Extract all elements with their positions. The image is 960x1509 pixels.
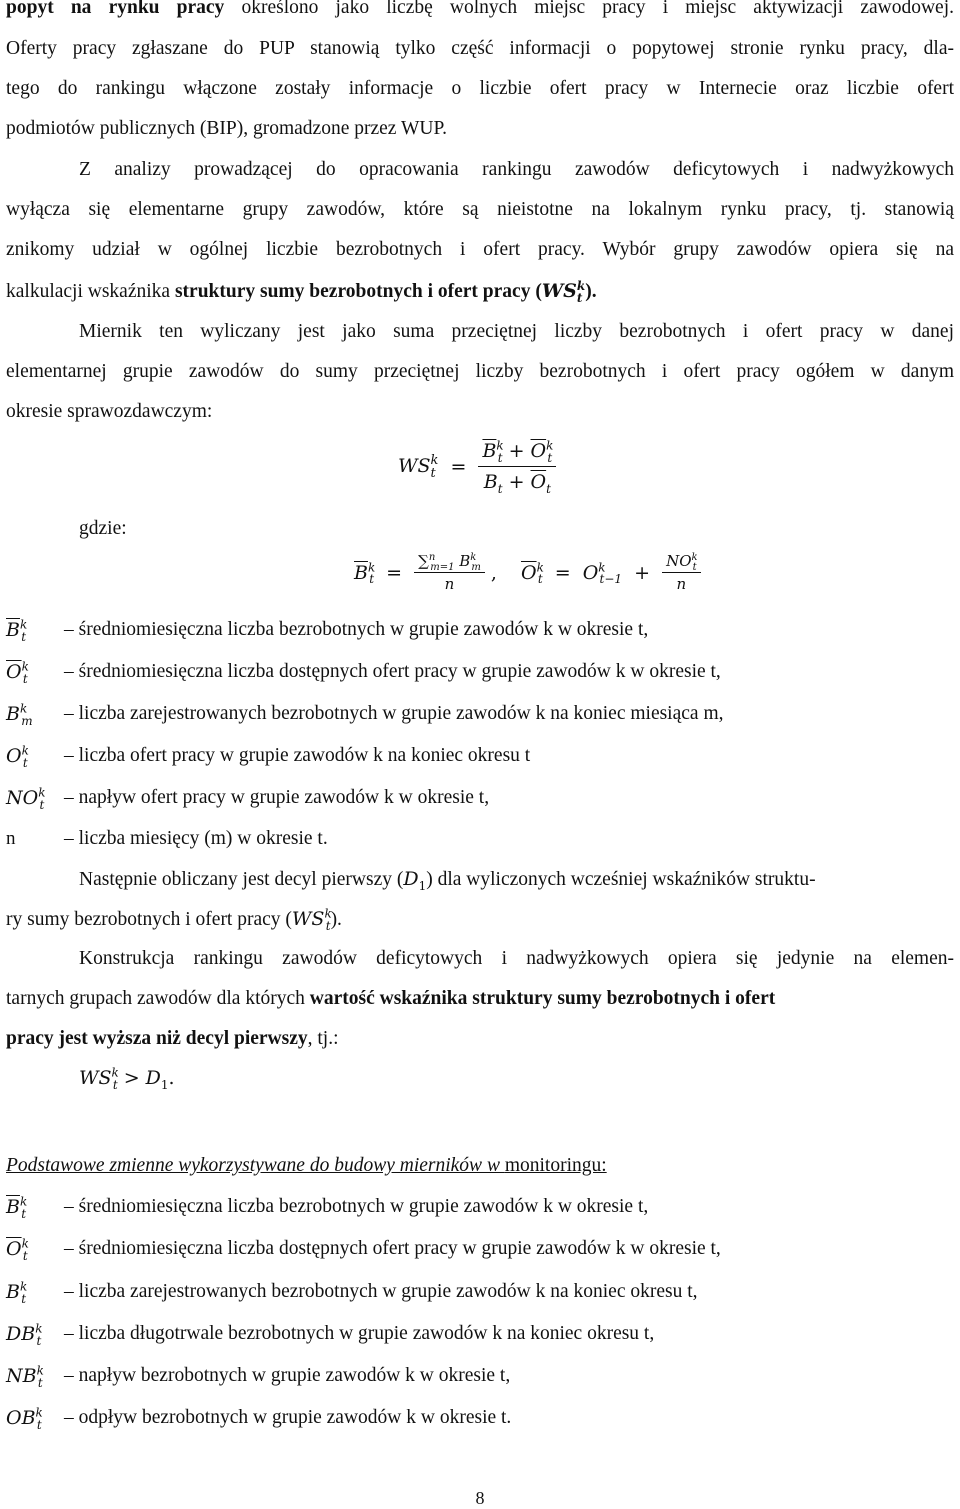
symbol-db: $DB^k_t$: [6, 1321, 43, 1348]
paragraph-2-line-2: wyłącza się elementarne grupy zawodów, które są nieistotne na lokalnym rynku pracy, tj. stanowią: [6, 199, 954, 220]
symbol-b-bar: $\overline{B}^k_t$: [6, 617, 28, 644]
definition-item: – średniomiesięczna liczba dostępnych ofert pracy w grupie zawodów k w okresie t,: [64, 661, 721, 682]
variable-item: – napływ bezrobotnych w grupie zawodów k w okresie t,: [64, 1365, 511, 1386]
bold-term: popyt na rynku pracy: [6, 0, 225, 18]
symbol-o: $O^k_t$: [6, 743, 29, 770]
variable-item: – liczba długotrwale bezrobotnych w grupie zawodów k na koniec okresu t,: [64, 1323, 655, 1344]
symbol-b-m: $B^k_m$: [6, 701, 33, 728]
paragraph-4-line-1: [79, 866, 816, 893]
paragraph-1-line-2: Oferty pracy zgłaszane do PUP stanowią tylko część informacji o popytowej stronie rynku pracy, dla-: [6, 38, 954, 59]
ws-formula: WS k t = $\frac{\overline{B}^k_t + \overline{O}^k_t}{B_t + \overline{O}_t}$: [398, 436, 556, 497]
paragraph-2-line-4: [6, 278, 954, 305]
variable-item: – odpływ bezrobotnych w grupie zawodów k w okresie t.: [64, 1407, 512, 1428]
paragraph-5-line-1: Konstrukcja rankingu zawodów deficytowych i nadwyżkowych opiera się jedynie na elemen-: [79, 948, 954, 969]
gdzie-label: gdzie:: [79, 518, 127, 539]
text-span: ).: [330, 909, 342, 930]
definition-item: – liczba ofert pracy w grupie zawodów k na koniec okresu t: [64, 745, 531, 766]
paragraph-5-line-3: [6, 1026, 954, 1052]
heading-italic: Podstawowe zmienne wykorzystywane do budowy mierników w: [6, 1155, 505, 1176]
text-span: tarnych grupach zawodów dla których: [6, 988, 310, 1009]
paragraph-3-line-1: Miernik ten wyliczany jest jako suma przeciętnej liczby bezrobotnych i ofert pracy w danej: [79, 321, 954, 342]
average-formulas: $\overline{B}^k_t$ = $\frac{\sum^n_{m=1} B^k_m}{n}$ , $\overline{O}^k_t = O^k_{t-1}$ + $\frac{NO^k_t}{n}$: [354, 550, 701, 595]
definition-item: – liczba zarejestrowanych bezrobotnych w grupie zawodów k na koniec miesiąca m,: [64, 703, 724, 724]
paragraph-2-line-3: znikomy udział w ogólnej liczbie bezrobotnych i ofert pracy. Wybór grupy zawodów opiera się na: [6, 239, 954, 260]
symbol-o-bar: $\overline{O}^k_t$: [6, 659, 29, 686]
paragraph-2-line-1: Z analizy prowadzącej do opracowania rankingu zawodów deficytowych i nadwyżkowych: [79, 159, 954, 180]
text-span: ry sumy bezrobotnych i ofert pracy (: [6, 909, 292, 930]
paragraph-5-line-2: [6, 986, 954, 1012]
variable-item: – liczba zarejestrowanych bezrobotnych w grupie zawodów k na koniec okresu t,: [64, 1281, 698, 1302]
paragraph-3-line-3: okresie sprawozdawczym:: [6, 401, 213, 422]
ws-symbol: $WS^k_t$: [291, 906, 332, 933]
ws-symbol: WS k t: [541, 279, 586, 305]
symbol-no: $NO^k_t$: [6, 785, 46, 812]
symbol-nb: $NB^k_t$: [6, 1363, 44, 1390]
variable-item: – średniomiesięczna liczba bezrobotnych w grupie zawodów k w okresie t,: [64, 1196, 649, 1217]
bold-term: pracy jest wyższa niż decyl pierwszy: [6, 1028, 308, 1049]
condition-formula: $WS^k_t > D_1$.: [79, 1065, 175, 1092]
symbol-b: $B^k_t$: [6, 1279, 28, 1306]
definition-item: – średniomiesięczna liczba bezrobotnych w grupie zawodów k w okresie t,: [64, 619, 649, 640]
definition-item: – napływ ofert pracy w grupie zawodów k w okresie t,: [64, 787, 490, 808]
text-span: Następnie obliczany jest decyl pierwszy (: [79, 869, 404, 890]
symbol-o-bar: $\overline{O}^k_t$: [6, 1236, 29, 1263]
paragraph-1-line-4: podmiotów publicznych (BIP), gromadzone przez WUP.: [6, 118, 447, 139]
text-span: ) dla wyliczonych wcześniej wskaźników struktu-: [426, 869, 816, 890]
paragraph-1-line-1: [6, 0, 954, 21]
symbol-b-bar: $\overline{B}^k_t$: [6, 1194, 28, 1221]
section-heading: [6, 1153, 954, 1179]
definition-item: – liczba miesięcy (m) w okresie t.: [64, 828, 328, 849]
bold-term: wartość wskaźnika struktury sumy bezrobotnych i ofert: [309, 988, 776, 1009]
paragraph-1-line-3: tego do rankingu włączone zostały informacje o liczbie ofert pracy w Internecie oraz liczbie ofert: [6, 78, 954, 99]
d1-symbol: $D_1$: [403, 868, 427, 893]
variable-item: – średniomiesięczna liczba dostępnych ofert pracy w grupie zawodów k w okresie t,: [64, 1238, 721, 1259]
heading-plain: monitoringu:: [504, 1155, 607, 1176]
symbol-ob: $OB^k_t$: [6, 1405, 43, 1432]
symbol-n: n: [6, 828, 16, 849]
text-span: określono jako liczbę wolnych miejsc pracy i miejsc aktywizacji zawodowej.: [224, 0, 954, 18]
paragraph-3-line-2: elementarnej grupie zawodów do sumy przeciętnej liczby bezrobotnych i ofert pracy ogółem w danym: [6, 361, 954, 382]
paragraph-4-line-2: [6, 906, 954, 933]
bold-term: ).: [585, 281, 597, 302]
text-span: kalkulacji wskaźnika: [6, 281, 175, 302]
bold-term: struktury sumy bezrobotnych i ofert pracy (: [174, 281, 542, 302]
text-span: , tj.:: [307, 1028, 339, 1049]
page-number: 8: [475, 1488, 485, 1508]
